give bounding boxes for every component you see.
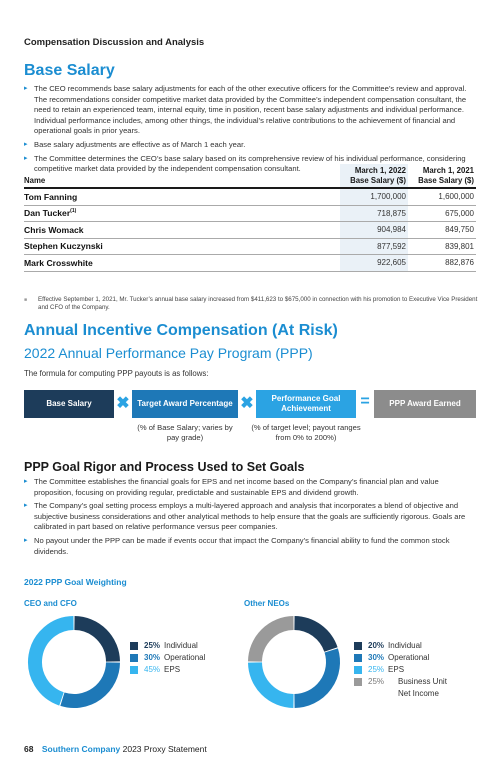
bullet-item: ▸ No payout under the PPP can be made if events occur that impact the Company’s financial ability to fund the common stock dividends.: [24, 536, 476, 557]
formula-box-performance-goal: Performance Goal Achievement: [256, 390, 356, 418]
bullet-item: ▸ The Committee establishes the financial goals for EPS and net income based on the Company’s financial plan and value proposition, focusing on providing regular, predictable and sustainable EPS and dividend growth.: [24, 477, 476, 498]
legend-item: [130, 652, 205, 664]
salary-2022: 1,700,000: [340, 188, 408, 205]
table-row: [24, 238, 476, 255]
bullet-item: ▸ The Committee determines the CEO’s base salary based on its comprehensive review of his individual performance, considering competitive market data provided by the independent compensation consultant.: [24, 154, 476, 175]
table-row: [24, 255, 476, 272]
legend-label: Business Unit Net Income: [398, 677, 447, 698]
legend-pct: 30%: [144, 653, 161, 662]
rigor-heading: PPP Goal Rigor and Process Used to Set Goals: [24, 460, 305, 474]
donut-slice-eps: [35, 623, 74, 699]
salary-2021: 882,876: [408, 255, 476, 272]
donut-slice-operational: [294, 650, 333, 701]
bullet-item: ▸ The Company’s goal setting process employs a multi-layered approach and analysis that incorporates a blend of objective and subjective business considerations and other analytical methods to help ensure that the goals are sufficiently rigorous. Goals are calibrated in part based on relative performance versus peer companies.: [24, 501, 476, 533]
multiply-icon: ✖: [116, 395, 130, 412]
exec-name: Dan Tucker: [24, 208, 71, 219]
legend-label: EPS: [388, 665, 405, 674]
aic-heading: Annual Incentive Compensation (At Risk): [24, 322, 338, 339]
caption-target-award: (% of Base Salary; varies by pay grade): [137, 423, 233, 442]
donut-slice-operational: [62, 662, 113, 701]
weighting-heading: 2022 PPP Goal Weighting: [24, 577, 127, 587]
donut-slice-business-unit-net-income: [255, 623, 294, 662]
formula-box-ppp-award: PPP Award Earned: [374, 390, 476, 418]
legend-label: Individual: [164, 641, 198, 650]
company-name: Southern Company: [41, 744, 121, 754]
legend-label: Operational: [388, 653, 430, 662]
page-number: 68: [24, 744, 34, 754]
legend-pct: 25%: [144, 641, 161, 650]
exec-name: Mark Crosswhite: [24, 257, 93, 268]
col-header-name: Name: [24, 164, 340, 188]
legend-pct: 45%: [144, 665, 161, 674]
col-header-2021: March 1, 2021 Base Salary ($): [408, 164, 476, 188]
legend-swatch: [354, 642, 362, 650]
legend-item: [354, 640, 460, 652]
donut-label-other-neos: Other NEOs: [244, 599, 290, 608]
legend-item: [354, 676, 460, 700]
salary-2021: 849,750: [408, 222, 476, 239]
formula-intro: The formula for computing PPP payouts is as follows:: [24, 369, 209, 378]
ppp-heading: 2022 Annual Performance Pay Program (PPP): [24, 345, 313, 361]
page-footer: [24, 744, 207, 754]
legend-label: Individual: [388, 641, 422, 650]
table-footnote: ■ Effective September 1, 2021, Mr. Tucker’s annual base salary increased from $411,623 to $675,000 in connection with his promotion to Executive Vice President and CFO of the Company.: [24, 296, 478, 312]
table-row: [24, 188, 476, 205]
salary-2021: 1,600,000: [408, 188, 476, 205]
salary-2021: 675,000: [408, 205, 476, 222]
formula-box-base-salary: Base Salary: [24, 390, 114, 418]
salary-2022: 904,984: [340, 222, 408, 239]
legend-pct: 30%: [368, 653, 385, 662]
donut-slice-eps: [255, 662, 294, 701]
footnote-ref: (1): [70, 208, 77, 215]
legend-swatch: [130, 654, 138, 662]
running-header: Compensation Discussion and Analysis: [24, 37, 205, 48]
rigor-bullets: [24, 477, 476, 560]
ppp-formula: [24, 390, 476, 418]
base-salary-table: [24, 164, 476, 272]
legend-ceo-cfo: [130, 640, 205, 676]
legend-item: [130, 640, 205, 652]
exec-name: Chris Womack: [24, 224, 84, 235]
legend-item: [354, 652, 460, 664]
multiply-icon: ✖: [240, 395, 254, 412]
donut-slice-individual: [74, 623, 113, 662]
legend-swatch: [354, 666, 362, 674]
salary-2022: 877,592: [340, 238, 408, 255]
legend-item: [130, 664, 205, 676]
bullet-item: ▸ Base salary adjustments are effective as of March 1 each year.: [24, 140, 476, 151]
formula-box-target-award: Target Award Percentage: [132, 390, 238, 418]
legend-label: EPS: [164, 665, 181, 674]
bullet-item: ▸ The CEO recommends base salary adjustments for each of the other executive officers for the Committee’s review and approval. The recommendations consider competitive market data provided by the Committee’s independent compensation consultant, the need to retain an experienced team, internal equity, time in position, recent base salary adjustments and individual performance. Individual performance includes, among other things, the individual’s relative contributions to the achievement of financial and operational goals in prior years.: [24, 84, 476, 137]
legend-swatch: [130, 666, 138, 674]
equals-icon: =: [360, 393, 370, 410]
donut-chart-other-neos: [246, 614, 342, 710]
legend-swatch: [354, 654, 362, 662]
legend-other-neos: [354, 640, 460, 700]
table-row: [24, 222, 476, 239]
donut-chart-ceo-cfo: [26, 614, 122, 710]
caption-performance-goal: (% of target level; payout ranges from 0% to 200%): [251, 423, 361, 442]
base-salary-heading: Base Salary: [24, 62, 115, 79]
legend-pct: 20%: [368, 641, 385, 650]
table-row: [24, 205, 476, 222]
legend-item: [354, 664, 460, 676]
donut-slice-individual: [294, 623, 330, 649]
exec-name: Tom Fanning: [24, 191, 78, 202]
col-header-2022: March 1, 2022 Base Salary ($): [340, 164, 408, 188]
salary-2022: 922,605: [340, 255, 408, 272]
legend-swatch: [354, 678, 362, 686]
donut-label-ceo-cfo: CEO and CFO: [24, 599, 77, 608]
salary-2022: 718,875: [340, 205, 408, 222]
document-name: 2023 Proxy Statement: [122, 744, 207, 754]
legend-pct: 25%: [368, 677, 385, 686]
legend-pct: 25%: [368, 665, 385, 674]
legend-label: Operational: [164, 653, 206, 662]
salary-2021: 839,801: [408, 238, 476, 255]
legend-swatch: [130, 642, 138, 650]
exec-name: Stephen Kuczynski: [24, 241, 103, 252]
